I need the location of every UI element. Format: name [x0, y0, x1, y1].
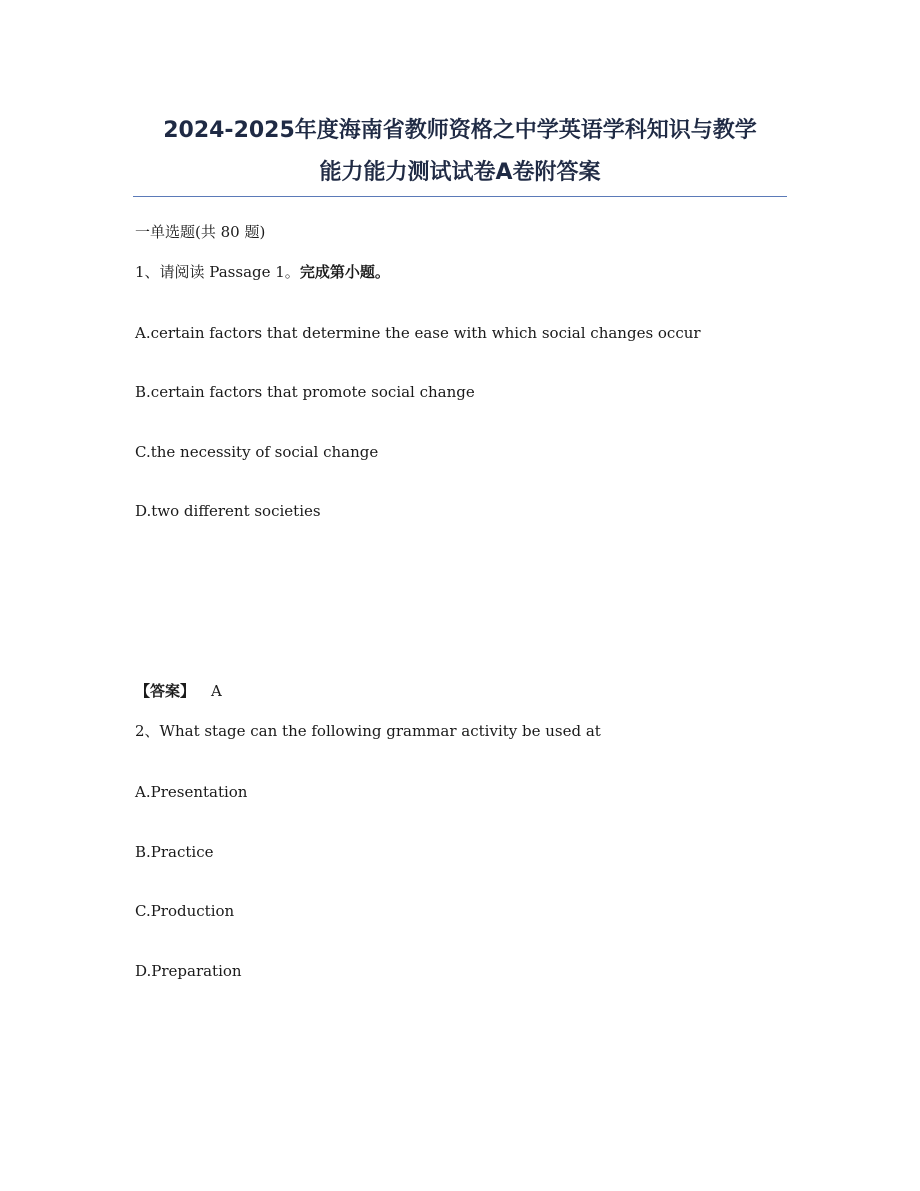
- section-header: 一单选题(共 80 题): [135, 223, 266, 241]
- answer-value: A: [211, 682, 222, 700]
- question-2-option-b: B.Practice: [135, 843, 214, 861]
- question-2-stem: 2、What stage can the following grammar activity be used at: [135, 722, 601, 740]
- question-1-option-b: B.certain factors that promote social change: [135, 383, 475, 401]
- question-2-option-a: A.Presentation: [135, 783, 248, 801]
- question-2-option-c: C.Production: [135, 902, 235, 920]
- question-1-number: 1、请阅读 Passage 1。: [135, 263, 300, 281]
- question-1-prompt: 完成第小题。: [299, 263, 390, 281]
- answer-label: 【答案】: [135, 682, 196, 700]
- question-1-option-a: A.certain factors that determine the ease with which social changes occur: [135, 324, 701, 342]
- question-1-stem: [135, 262, 390, 282]
- title-line-2: 能力能力测试试卷A卷附答案: [319, 160, 601, 185]
- title-divider: [133, 196, 787, 197]
- question-1-option-d: D.two different societies: [135, 502, 321, 520]
- question-1-option-c: C.the necessity of social change: [135, 443, 379, 461]
- title-line-1: 2024-2025年度海南省教师资格之中学英语学科知识与教学: [163, 118, 757, 143]
- question-2-option-d: D.Preparation: [135, 962, 242, 980]
- document-title: [120, 110, 800, 194]
- question-1-answer: [135, 681, 222, 701]
